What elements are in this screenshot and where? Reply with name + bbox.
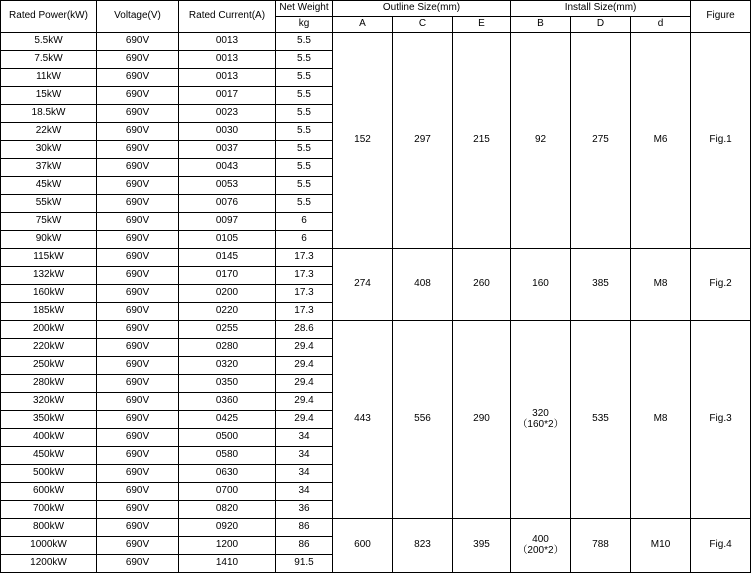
cell-outline-c: 297 [393,33,453,249]
cell-install-d: 385 [571,249,631,321]
cell-voltage: 690V [97,249,179,267]
cell-rated-power: 22kW [1,123,97,141]
cell-rated-current: 0013 [179,33,276,51]
cell-voltage: 690V [97,519,179,537]
cell-rated-power: 185kW [1,303,97,321]
cell-rated-power: 11kW [1,69,97,87]
cell-outline-a: 600 [333,519,393,573]
cell-net-weight: 86 [276,537,333,555]
cell-net-weight: 29.4 [276,339,333,357]
cell-voltage: 690V [97,123,179,141]
cell-rated-power: 90kW [1,231,97,249]
cell-rated-current: 0030 [179,123,276,141]
cell-voltage: 690V [97,501,179,519]
cell-net-weight: 29.4 [276,393,333,411]
cell-voltage: 690V [97,411,179,429]
cell-outline-c: 556 [393,321,453,519]
table-row [1,519,751,537]
cell-figure: Fig.2 [691,249,751,321]
cell-rated-power: 15kW [1,87,97,105]
cell-rated-current: 0500 [179,429,276,447]
cell-net-weight: 29.4 [276,411,333,429]
header-col-e: E [453,17,511,33]
cell-net-weight: 34 [276,465,333,483]
header-net-weight-unit: kg [276,17,333,33]
cell-rated-current: 1200 [179,537,276,555]
cell-voltage: 690V [97,51,179,69]
cell-rated-current: 0360 [179,393,276,411]
header-net-weight: Net Weight [276,1,333,17]
cell-rated-current: 0255 [179,321,276,339]
cell-install-b: 92 [511,33,571,249]
cell-rated-current: 0145 [179,249,276,267]
cell-figure: Fig.4 [691,519,751,573]
cell-rated-current: 1410 [179,555,276,573]
header-col-d: D [571,17,631,33]
cell-net-weight: 17.3 [276,249,333,267]
cell-rated-current: 0076 [179,195,276,213]
cell-install-b-primary: 320 [532,408,549,419]
cell-rated-current: 0170 [179,267,276,285]
cell-install-d-small: M6 [631,33,691,249]
cell-rated-current: 0013 [179,51,276,69]
cell-voltage: 690V [97,537,179,555]
cell-install-b-primary: 400 [532,534,549,545]
cell-net-weight: 36 [276,501,333,519]
cell-voltage: 690V [97,447,179,465]
cell-rated-current: 0013 [179,69,276,87]
cell-net-weight: 5.5 [276,69,333,87]
cell-voltage: 690V [97,105,179,123]
cell-rated-power: 600kW [1,483,97,501]
cell-net-weight: 29.4 [276,357,333,375]
cell-rated-current: 0220 [179,303,276,321]
cell-rated-power: 132kW [1,267,97,285]
header-col-c: C [393,17,453,33]
cell-outline-a: 443 [333,321,393,519]
cell-voltage: 690V [97,69,179,87]
cell-rated-power: 5.5kW [1,33,97,51]
cell-rated-current: 0037 [179,141,276,159]
cell-outline-c: 823 [393,519,453,573]
cell-net-weight: 5.5 [276,51,333,69]
cell-rated-power: 280kW [1,375,97,393]
cell-voltage: 690V [97,321,179,339]
cell-install-d: 788 [571,519,631,573]
cell-install-b: 160 [511,249,571,321]
cell-net-weight: 5.5 [276,159,333,177]
cell-rated-power: 75kW [1,213,97,231]
cell-voltage: 690V [97,393,179,411]
cell-voltage: 690V [97,375,179,393]
cell-voltage: 690V [97,303,179,321]
cell-net-weight: 28.6 [276,321,333,339]
cell-rated-power: 800kW [1,519,97,537]
cell-rated-power: 400kW [1,429,97,447]
cell-rated-current: 0280 [179,339,276,357]
cell-rated-power: 7.5kW [1,51,97,69]
cell-net-weight: 17.3 [276,267,333,285]
cell-rated-power: 350kW [1,411,97,429]
header-install-size: Install Size(mm) [511,1,691,17]
cell-rated-power: 37kW [1,159,97,177]
cell-rated-power: 500kW [1,465,97,483]
cell-voltage: 690V [97,141,179,159]
cell-rated-current: 0043 [179,159,276,177]
cell-install-d: 535 [571,321,631,519]
cell-voltage: 690V [97,429,179,447]
cell-voltage: 690V [97,555,179,573]
cell-net-weight: 34 [276,429,333,447]
cell-voltage: 690V [97,357,179,375]
cell-voltage: 690V [97,33,179,51]
header-row-top [1,1,751,17]
cell-install-d-small: M8 [631,249,691,321]
cell-rated-current: 0023 [179,105,276,123]
cell-net-weight: 29.4 [276,375,333,393]
table-row [1,249,751,267]
cell-figure: Fig.3 [691,321,751,519]
cell-rated-power: 115kW [1,249,97,267]
cell-rated-power: 250kW [1,357,97,375]
cell-rated-power: 55kW [1,195,97,213]
header-outline-size: Outline Size(mm) [333,1,511,17]
table-row [1,33,751,51]
cell-rated-power: 700kW [1,501,97,519]
cell-rated-power: 320kW [1,393,97,411]
header-figure: Figure [691,1,751,33]
cell-rated-power: 1000kW [1,537,97,555]
cell-install-b-secondary: （200*2） [517,544,564,556]
cell-rated-current: 0425 [179,411,276,429]
header-rated-power: Rated Power(kW) [1,1,97,33]
cell-net-weight: 34 [276,447,333,465]
cell-outline-e: 395 [453,519,511,573]
cell-outline-e: 260 [453,249,511,321]
table-header [1,1,751,33]
cell-rated-current: 0105 [179,231,276,249]
cell-rated-power: 45kW [1,177,97,195]
cell-rated-current: 0820 [179,501,276,519]
cell-outline-e: 290 [453,321,511,519]
cell-net-weight: 5.5 [276,141,333,159]
cell-rated-current: 0920 [179,519,276,537]
cell-net-weight: 34 [276,483,333,501]
cell-net-weight: 5.5 [276,33,333,51]
cell-voltage: 690V [97,339,179,357]
cell-rated-current: 0320 [179,357,276,375]
cell-voltage: 690V [97,231,179,249]
header-rated-current: Rated Current(A) [179,1,276,33]
cell-net-weight: 5.5 [276,177,333,195]
cell-rated-power: 18.5kW [1,105,97,123]
cell-rated-power: 30kW [1,141,97,159]
cell-outline-a: 152 [333,33,393,249]
table-row [1,321,751,339]
cell-net-weight: 5.5 [276,123,333,141]
cell-install-d: 275 [571,33,631,249]
cell-rated-power: 450kW [1,447,97,465]
cell-rated-current: 0350 [179,375,276,393]
cell-rated-current: 0097 [179,213,276,231]
cell-net-weight: 17.3 [276,303,333,321]
cell-install-b [511,321,571,519]
cell-voltage: 690V [97,483,179,501]
cell-voltage: 690V [97,285,179,303]
cell-install-b [511,519,571,573]
cell-net-weight: 6 [276,231,333,249]
cell-voltage: 690V [97,195,179,213]
header-col-d-small: d [631,17,691,33]
cell-outline-e: 215 [453,33,511,249]
cell-rated-power: 160kW [1,285,97,303]
cell-rated-current: 0200 [179,285,276,303]
cell-voltage: 690V [97,465,179,483]
cell-rated-current: 0053 [179,177,276,195]
cell-voltage: 690V [97,177,179,195]
cell-net-weight: 86 [276,519,333,537]
cell-install-b-secondary: （160*2） [517,418,564,430]
cell-net-weight: 17.3 [276,285,333,303]
cell-net-weight: 6 [276,213,333,231]
cell-rated-current: 0580 [179,447,276,465]
header-col-b: B [511,17,571,33]
cell-rated-power: 220kW [1,339,97,357]
cell-net-weight: 5.5 [276,105,333,123]
cell-figure: Fig.1 [691,33,751,249]
cell-outline-a: 274 [333,249,393,321]
cell-voltage: 690V [97,87,179,105]
cell-outline-c: 408 [393,249,453,321]
cell-net-weight: 5.5 [276,195,333,213]
table-body [1,33,751,573]
cell-net-weight: 91.5 [276,555,333,573]
header-col-a: A [333,17,393,33]
cell-rated-power: 200kW [1,321,97,339]
cell-rated-power: 1200kW [1,555,97,573]
cell-rated-current: 0700 [179,483,276,501]
header-voltage: Voltage(V) [97,1,179,33]
cell-rated-current: 0630 [179,465,276,483]
cell-install-d-small: M8 [631,321,691,519]
cell-voltage: 690V [97,159,179,177]
cell-voltage: 690V [97,267,179,285]
cell-rated-current: 0017 [179,87,276,105]
cell-net-weight: 5.5 [276,87,333,105]
cell-install-d-small: M10 [631,519,691,573]
cell-voltage: 690V [97,213,179,231]
